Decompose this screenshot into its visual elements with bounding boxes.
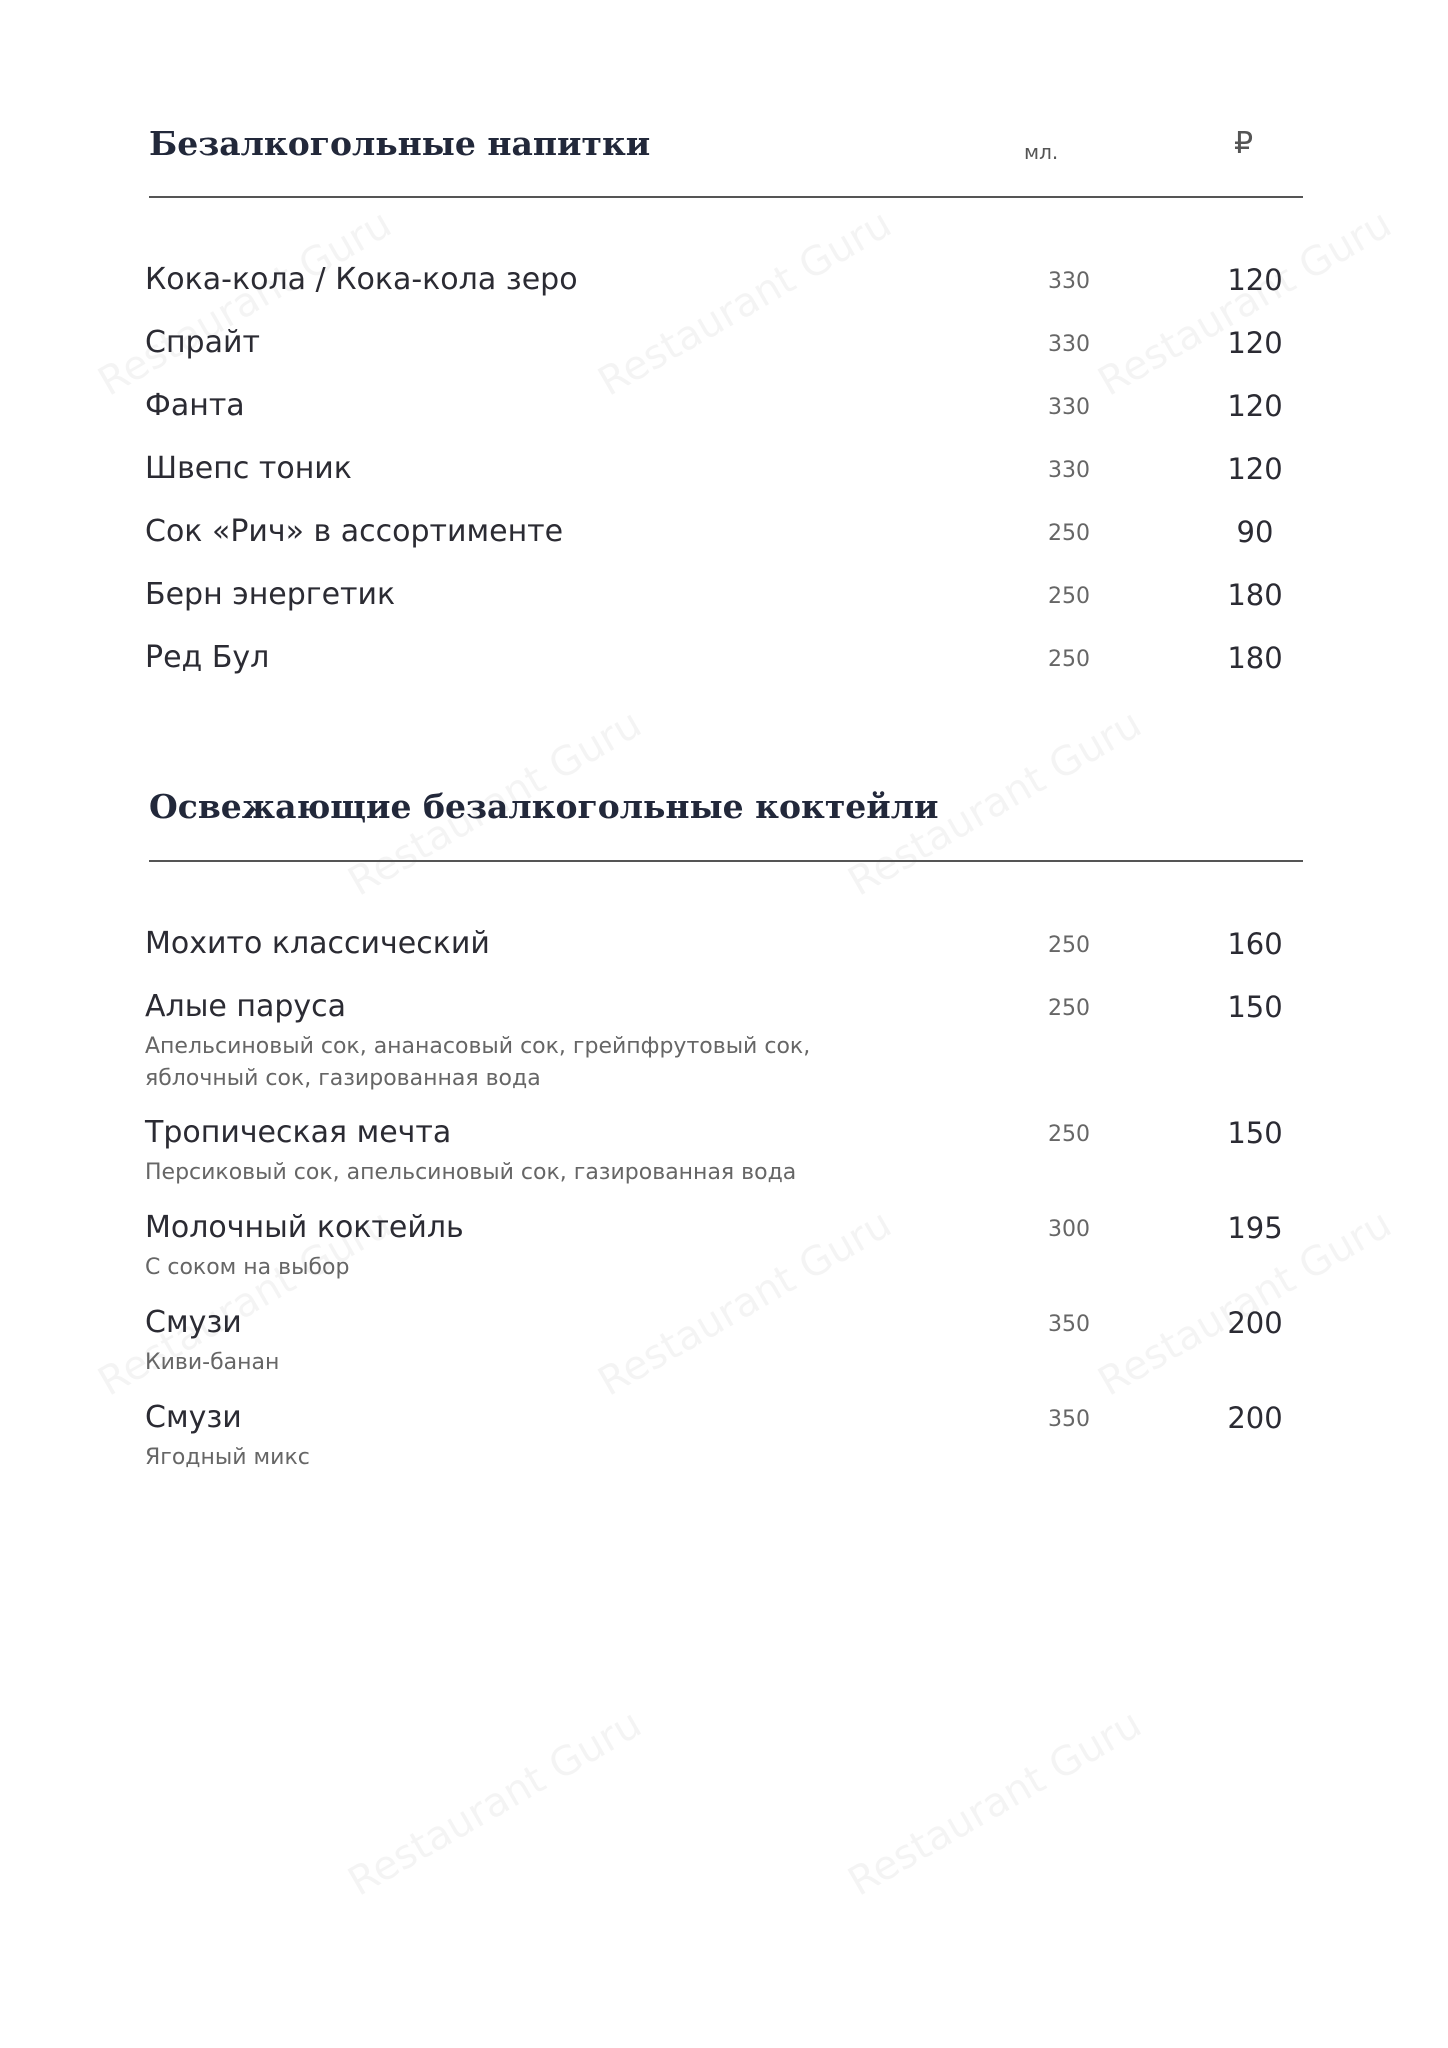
item-price: 180 [1227, 641, 1283, 675]
item-name: Смузи [145, 1400, 242, 1435]
item-price: 150 [1227, 1116, 1283, 1150]
item-description: Апельсиновый сок, ананасовый сок, грейпфрутовый сок, яблочный сок, газированная вода [145, 1034, 811, 1091]
item-price: 120 [1227, 452, 1283, 486]
item-price: 120 [1227, 326, 1283, 360]
item-volume: 250 [1048, 584, 1090, 609]
item-volume: 250 [1048, 647, 1090, 672]
item-volume: 250 [1048, 521, 1090, 546]
item-price: 120 [1227, 389, 1283, 423]
item-description: С соком на выбор [145, 1255, 350, 1280]
item-price: 90 [1236, 515, 1274, 549]
item-name: Берн энергетик [145, 577, 396, 612]
item-volume: 330 [1048, 332, 1090, 357]
item-description: Персиковый сок, апельсиновый сок, газированная вода [145, 1160, 797, 1185]
item-description: Киви-банан [145, 1350, 280, 1375]
item-volume: 250 [1048, 996, 1090, 1021]
item-price: 180 [1227, 578, 1283, 612]
item-volume: 330 [1048, 458, 1090, 483]
item-price: 200 [1227, 1306, 1283, 1340]
item-name: Кока-кола / Кока-кола зеро [145, 262, 578, 297]
item-name: Мохито классический [145, 926, 490, 961]
item-description: Ягодный микс [145, 1445, 310, 1470]
item-name: Спрайт [145, 325, 260, 360]
item-name: Смузи [145, 1305, 242, 1340]
item-volume: 330 [1048, 269, 1090, 294]
item-name: Фанта [145, 388, 245, 423]
section-divider [149, 196, 1303, 198]
item-volume: 350 [1048, 1407, 1090, 1432]
section-divider [149, 860, 1303, 862]
item-volume: 250 [1048, 933, 1090, 958]
item-name: Сок «Рич» в ассортименте [145, 514, 564, 549]
item-name: Швепс тоник [145, 451, 352, 486]
section-title: Безалкогольные напитки [149, 124, 651, 163]
item-price: 200 [1227, 1401, 1283, 1435]
price-column-header: ₽ [1234, 126, 1254, 161]
item-name: Ред Бул [145, 640, 270, 675]
item-volume: 250 [1048, 1122, 1090, 1147]
item-name: Молочный коктейль [145, 1210, 464, 1245]
item-volume: 350 [1048, 1312, 1090, 1337]
item-volume: 330 [1048, 395, 1090, 420]
item-price: 160 [1227, 927, 1283, 961]
item-volume: 300 [1048, 1217, 1090, 1242]
item-name: Алые паруса [145, 989, 347, 1024]
item-price: 195 [1227, 1211, 1283, 1245]
item-price: 120 [1227, 263, 1283, 297]
item-name: Тропическая мечта [145, 1115, 452, 1150]
volume-column-header: мл. [1024, 140, 1059, 164]
item-price: 150 [1227, 990, 1283, 1024]
section-title: Освежающие безалкогольные коктейли [149, 787, 939, 826]
